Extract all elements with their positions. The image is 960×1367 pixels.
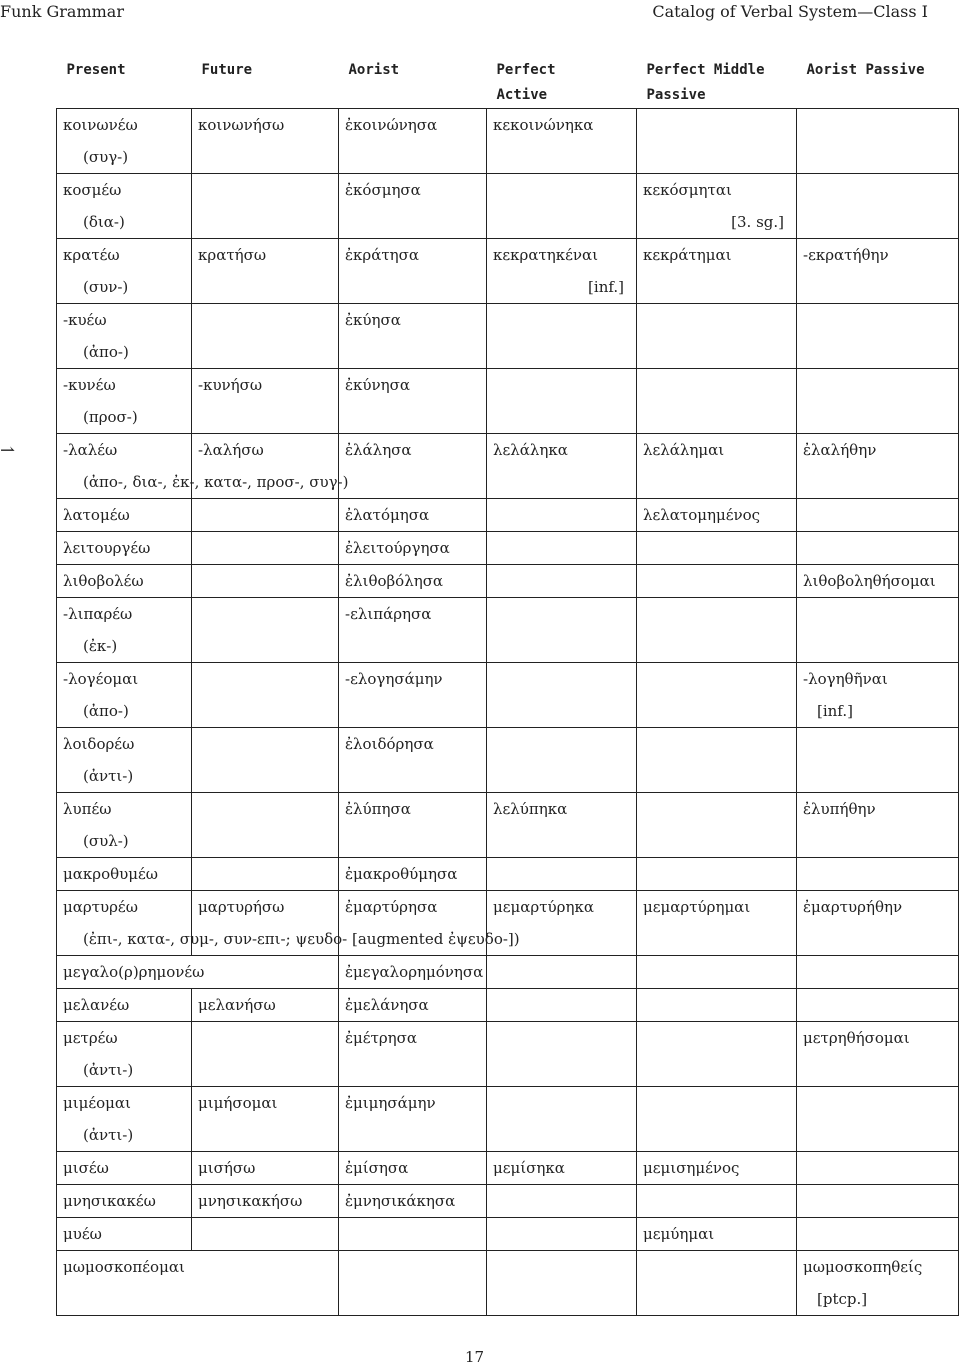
- column-header-line: Passive: [646, 87, 706, 103]
- table-cell: [637, 304, 797, 369]
- table-cell: [57, 956, 339, 989]
- table-cell: [797, 598, 959, 663]
- table-cell: [339, 793, 487, 858]
- table-cell: [57, 1251, 339, 1316]
- table-cell: [192, 989, 339, 1022]
- running-header-right: Catalog of Verbal System—Class I: [652, 2, 928, 21]
- table-row: [57, 434, 959, 499]
- table-cell: [192, 499, 339, 532]
- verb-form: ἐμέτρησα: [345, 1029, 418, 1047]
- table-row: [57, 499, 959, 532]
- table-cell: [637, 793, 797, 858]
- column-header-line: Future: [201, 62, 253, 78]
- table-cell: [487, 663, 637, 728]
- table-cell: [339, 565, 487, 598]
- verb-form: κοινωνήσω: [198, 116, 285, 134]
- verb-form: λελάληκα: [493, 441, 568, 459]
- verb-form: ἐμιμησάμην: [345, 1094, 436, 1112]
- table-row: [57, 891, 959, 956]
- table-cell: [637, 1251, 797, 1316]
- verb-form: μωμοσκοπέομαι: [63, 1258, 185, 1276]
- table-cell: [57, 1087, 192, 1152]
- verb-form: μιμήσομαι: [198, 1094, 278, 1112]
- table-cell: [487, 565, 637, 598]
- verb-form: μωμοσκοπηθείς: [803, 1258, 923, 1276]
- table-cell: [339, 989, 487, 1022]
- verb-form: ἐκοινώνησα: [345, 116, 438, 134]
- table-cell: [192, 598, 339, 663]
- verb-form: μελανήσω: [198, 996, 276, 1014]
- table-cell: [192, 369, 339, 434]
- table-cell: [57, 239, 192, 304]
- compound-prefixes: (συν-): [83, 278, 129, 296]
- verb-form: ἐκύησα: [345, 311, 401, 329]
- column-header-line: Aorist Passive: [806, 62, 925, 78]
- form-note: [inf.]: [817, 702, 853, 720]
- verb-form: ἐμακροθύμησα: [345, 865, 458, 883]
- table-cell: [487, 1251, 637, 1316]
- table-cell: [192, 1087, 339, 1152]
- verb-form: μετρέω: [63, 1029, 118, 1047]
- table-row: [57, 1087, 959, 1152]
- table-cell: [637, 663, 797, 728]
- table-cell: [57, 532, 192, 565]
- table-cell: [57, 1022, 192, 1087]
- table-row: [57, 565, 959, 598]
- table-cell: [637, 728, 797, 793]
- row-marker-arrow-icon: ⇀: [0, 440, 16, 461]
- verb-form: μελανέω: [63, 996, 130, 1014]
- compound-prefixes-wide: (ἐπι-, κατα-, συμ-, συν-επι-; ψευδο- [augmented ἐψευδο-]): [83, 930, 520, 948]
- verb-form: -κυέω: [63, 311, 107, 329]
- verb-form: μετρηθήσομαι: [803, 1029, 910, 1047]
- table-cell: [339, 499, 487, 532]
- table-cell: [797, 989, 959, 1022]
- column-header: [637, 50, 797, 109]
- table-cell: [339, 663, 487, 728]
- verb-form: ἐλιθοβόλησα: [345, 572, 444, 590]
- table-cell: [797, 499, 959, 532]
- verb-form: -κυνήσω: [198, 376, 263, 394]
- table-cell: [487, 304, 637, 369]
- form-note: [3. sg.]: [731, 213, 784, 231]
- table-cell: [192, 304, 339, 369]
- verb-form: ἐλατόμησα: [345, 506, 430, 524]
- table-cell: [57, 1218, 192, 1251]
- table-cell: [797, 728, 959, 793]
- running-header-left: Funk Grammar: [0, 2, 124, 21]
- table-row: [57, 1251, 959, 1316]
- verb-form: μιμέομαι: [63, 1094, 131, 1112]
- verb-form: κεκοινώνηκα: [493, 116, 594, 134]
- table-cell: [339, 109, 487, 174]
- table-cell: [797, 304, 959, 369]
- table-cell: [487, 434, 637, 499]
- table-cell: [797, 1022, 959, 1087]
- table-cell: [192, 174, 339, 239]
- table-cell: [487, 956, 637, 989]
- verb-form: ἐλοιδόρησα: [345, 735, 434, 753]
- table-cell: [57, 369, 192, 434]
- verb-form: κοινωνέω: [63, 116, 138, 134]
- table-cell: [637, 499, 797, 532]
- table-cell: [637, 1185, 797, 1218]
- verb-form: μνησικακέω: [63, 1192, 156, 1210]
- verb-form: κρατήσω: [198, 246, 267, 264]
- verb-form: μυέω: [63, 1225, 102, 1243]
- column-header-line: Aorist: [348, 62, 400, 78]
- table-row: [57, 1218, 959, 1251]
- table-cell: [637, 1087, 797, 1152]
- table-cell: [797, 1251, 959, 1316]
- column-header-line: Perfect: [496, 62, 556, 78]
- form-note: [ptcp.]: [817, 1290, 868, 1308]
- table-cell: [487, 369, 637, 434]
- column-header-line: Active: [496, 87, 548, 103]
- verb-form: λοιδορέω: [63, 735, 135, 753]
- table-cell: [487, 793, 637, 858]
- compound-prefixes: (συλ-): [83, 832, 129, 850]
- table-cell: [797, 369, 959, 434]
- verb-form: μακροθυμέω: [63, 865, 159, 883]
- table-cell: [192, 663, 339, 728]
- table-row: [57, 663, 959, 728]
- table-row: [57, 598, 959, 663]
- table-cell: [487, 728, 637, 793]
- table-cell: [797, 174, 959, 239]
- verb-form: μαρτυρήσω: [198, 898, 285, 916]
- verb-form: ἐλαλήθην: [803, 441, 877, 459]
- table-cell: [57, 109, 192, 174]
- table-cell: [797, 1152, 959, 1185]
- verb-form: κοσμέω: [63, 181, 122, 199]
- table-cell: [487, 239, 637, 304]
- table-cell: [339, 174, 487, 239]
- table-cell: [339, 1152, 487, 1185]
- verb-form: λυπέω: [63, 800, 112, 818]
- table-cell: [192, 1152, 339, 1185]
- table-cell: [192, 565, 339, 598]
- table-cell: [57, 728, 192, 793]
- verb-form: μεμίσηκα: [493, 1159, 565, 1177]
- table-cell: [637, 858, 797, 891]
- verb-form: -λογέομαι: [63, 670, 139, 688]
- verb-form: ἐκόσμησα: [345, 181, 421, 199]
- verb-form: κεκρατηκέναι: [493, 246, 599, 264]
- table-cell: [797, 434, 959, 499]
- table-row: [57, 369, 959, 434]
- table-cell: [797, 1185, 959, 1218]
- verb-form: μεγαλο(ρ)ρημονέω: [63, 963, 205, 981]
- table-cell: [57, 1185, 192, 1218]
- verb-form: μεμαρτύρημαι: [643, 898, 751, 916]
- table-cell: [192, 1185, 339, 1218]
- table-row: [57, 109, 959, 174]
- table-cell: [487, 598, 637, 663]
- verb-form: λειτουργέω: [63, 539, 151, 557]
- verb-form: -λιπαρέω: [63, 605, 133, 623]
- table-cell: [57, 989, 192, 1022]
- verb-form: ἐμνησικάκησα: [345, 1192, 456, 1210]
- table-cell: [57, 499, 192, 532]
- table-cell: [487, 989, 637, 1022]
- verb-form: λελατομημένος: [643, 506, 761, 524]
- compound-prefixes: (ἀπο-): [83, 702, 129, 720]
- verb-form: λελύπηκα: [493, 800, 568, 818]
- table-header-row: [57, 50, 959, 109]
- table-cell: [192, 239, 339, 304]
- table-cell: [339, 1087, 487, 1152]
- verb-form: -εκρατήθην: [803, 246, 889, 264]
- table-row: [57, 304, 959, 369]
- table-cell: [339, 1022, 487, 1087]
- table-cell: [637, 174, 797, 239]
- compound-prefixes: (δια-): [83, 213, 125, 231]
- column-header: [192, 50, 339, 109]
- table-cell: [487, 1087, 637, 1152]
- table-cell: [487, 1218, 637, 1251]
- table-cell: [487, 109, 637, 174]
- table-cell: [339, 369, 487, 434]
- table-cell: [487, 1152, 637, 1185]
- table-row: [57, 989, 959, 1022]
- verb-form: μισήσω: [198, 1159, 256, 1177]
- compound-prefixes-wide: (ἀπο-, δια-, ἐκ-, κατα-, προσ-, συγ-): [83, 473, 349, 491]
- verb-form: ἐκύνησα: [345, 376, 411, 394]
- table-cell: [797, 956, 959, 989]
- table-cell: [797, 239, 959, 304]
- table-row: [57, 956, 959, 989]
- compound-prefixes: (ἀπο-): [83, 343, 129, 361]
- table-cell: [487, 1185, 637, 1218]
- verb-form: ἐλύπησα: [345, 800, 411, 818]
- table-cell: [192, 1218, 339, 1251]
- table-cell: [57, 565, 192, 598]
- table-row: [57, 1185, 959, 1218]
- column-header-line: Present: [66, 62, 126, 78]
- compound-prefixes: (ἀντι-): [83, 1061, 134, 1079]
- table-cell: [339, 858, 487, 891]
- table-cell: [487, 532, 637, 565]
- verb-form: κρατέω: [63, 246, 120, 264]
- table-cell: [637, 989, 797, 1022]
- table-cell: [797, 565, 959, 598]
- verb-catalog-table: [56, 50, 959, 1316]
- verb-form: ἐμαρτύρησα: [345, 898, 438, 916]
- table-cell: [339, 1218, 487, 1251]
- table-cell: [797, 1218, 959, 1251]
- table-cell: [637, 1218, 797, 1251]
- table-cell: [637, 1022, 797, 1087]
- verb-form: ἐμίσησα: [345, 1159, 409, 1177]
- table-cell: [57, 663, 192, 728]
- table-cell: [57, 304, 192, 369]
- compound-prefixes: (ἀντι-): [83, 767, 134, 785]
- verb-form: κεκράτημαι: [643, 246, 732, 264]
- verb-form: -λαλήσω: [198, 441, 264, 459]
- table-cell: [637, 956, 797, 989]
- table-cell: [339, 434, 487, 499]
- table-row: [57, 858, 959, 891]
- compound-prefixes: (ἐκ-): [83, 637, 118, 655]
- table-cell: [487, 174, 637, 239]
- table-cell: [192, 532, 339, 565]
- table-cell: [192, 793, 339, 858]
- page-number: 17: [465, 1348, 485, 1366]
- table-cell: [797, 1087, 959, 1152]
- table-cell: [637, 109, 797, 174]
- verb-form: μισέω: [63, 1159, 109, 1177]
- table-cell: [797, 532, 959, 565]
- table-cell: [339, 598, 487, 663]
- table-cell: [192, 728, 339, 793]
- table-cell: [637, 369, 797, 434]
- verb-form: μαρτυρέω: [63, 898, 138, 916]
- table-cell: [637, 1152, 797, 1185]
- table-cell: [637, 434, 797, 499]
- verb-form: -κυνέω: [63, 376, 116, 394]
- form-note: [inf.]: [588, 278, 624, 296]
- table-cell: [192, 1022, 339, 1087]
- verb-form: λατομέω: [63, 506, 130, 524]
- table-cell: [192, 858, 339, 891]
- table-cell: [797, 663, 959, 728]
- compound-prefixes: (συγ-): [83, 148, 129, 166]
- table-cell: [637, 891, 797, 956]
- table-cell: [797, 793, 959, 858]
- table-cell: [339, 1185, 487, 1218]
- table-cell: [637, 532, 797, 565]
- table-cell: [797, 858, 959, 891]
- verb-form: μεμισημένος: [643, 1159, 740, 1177]
- table-row: [57, 728, 959, 793]
- table-cell: [57, 598, 192, 663]
- verb-catalog-table-wrap: [56, 50, 958, 1316]
- verb-form: ἐλάλησα: [345, 441, 412, 459]
- verb-form: ἐμαρτυρήθην: [803, 898, 903, 916]
- table-cell: [487, 499, 637, 532]
- verb-form: ἐκράτησα: [345, 246, 420, 264]
- verb-form: κεκόσμηται: [643, 181, 732, 199]
- compound-prefixes: (ἀντι-): [83, 1126, 134, 1144]
- table-row: [57, 793, 959, 858]
- verb-form: ἐμεγαλορημόνησα: [345, 963, 484, 981]
- verb-form: μνησικακήσω: [198, 1192, 303, 1210]
- column-header-line: Perfect Middle: [646, 62, 765, 78]
- verb-form: ἐλειτούργησα: [345, 539, 450, 557]
- table-row: [57, 174, 959, 239]
- table-cell: [637, 598, 797, 663]
- verb-form: -λαλέω: [63, 441, 118, 459]
- table-row: [57, 1152, 959, 1185]
- table-row: [57, 532, 959, 565]
- table-cell: [57, 174, 192, 239]
- verb-form: -ελογησάμην: [345, 670, 443, 688]
- verb-form: μεμαρτύρηκα: [493, 898, 594, 916]
- verb-form: ἐμελάνησα: [345, 996, 429, 1014]
- verb-form: μεμύημαι: [643, 1225, 715, 1243]
- table-cell: [192, 109, 339, 174]
- table-cell: [637, 239, 797, 304]
- table-cell: [339, 1251, 487, 1316]
- table-cell: [487, 858, 637, 891]
- table-cell: [57, 858, 192, 891]
- table-cell: [57, 1152, 192, 1185]
- table-body: [57, 109, 959, 1316]
- column-header: [57, 50, 192, 109]
- table-cell: [339, 239, 487, 304]
- verb-form: λιθοβολέω: [63, 572, 144, 590]
- compound-prefixes: (προσ-): [83, 408, 138, 426]
- table-row: [57, 239, 959, 304]
- table-cell: [339, 956, 487, 989]
- column-header: [797, 50, 959, 109]
- table-cell: [339, 728, 487, 793]
- verb-form: λιθοβοληθήσομαι: [803, 572, 936, 590]
- table-cell: [797, 891, 959, 956]
- verb-form: -λογηθῆναι: [803, 670, 888, 688]
- table-cell: [57, 793, 192, 858]
- verb-form: ἐλυπήθην: [803, 800, 876, 818]
- table-cell: [637, 565, 797, 598]
- verb-form: -ελιπάρησα: [345, 605, 432, 623]
- column-header: [339, 50, 487, 109]
- column-header: [487, 50, 637, 109]
- table-cell: [797, 109, 959, 174]
- table-row: [57, 1022, 959, 1087]
- table-cell: [339, 532, 487, 565]
- table-cell: [339, 304, 487, 369]
- table-cell: [487, 1022, 637, 1087]
- verb-form: λελάλημαι: [643, 441, 725, 459]
